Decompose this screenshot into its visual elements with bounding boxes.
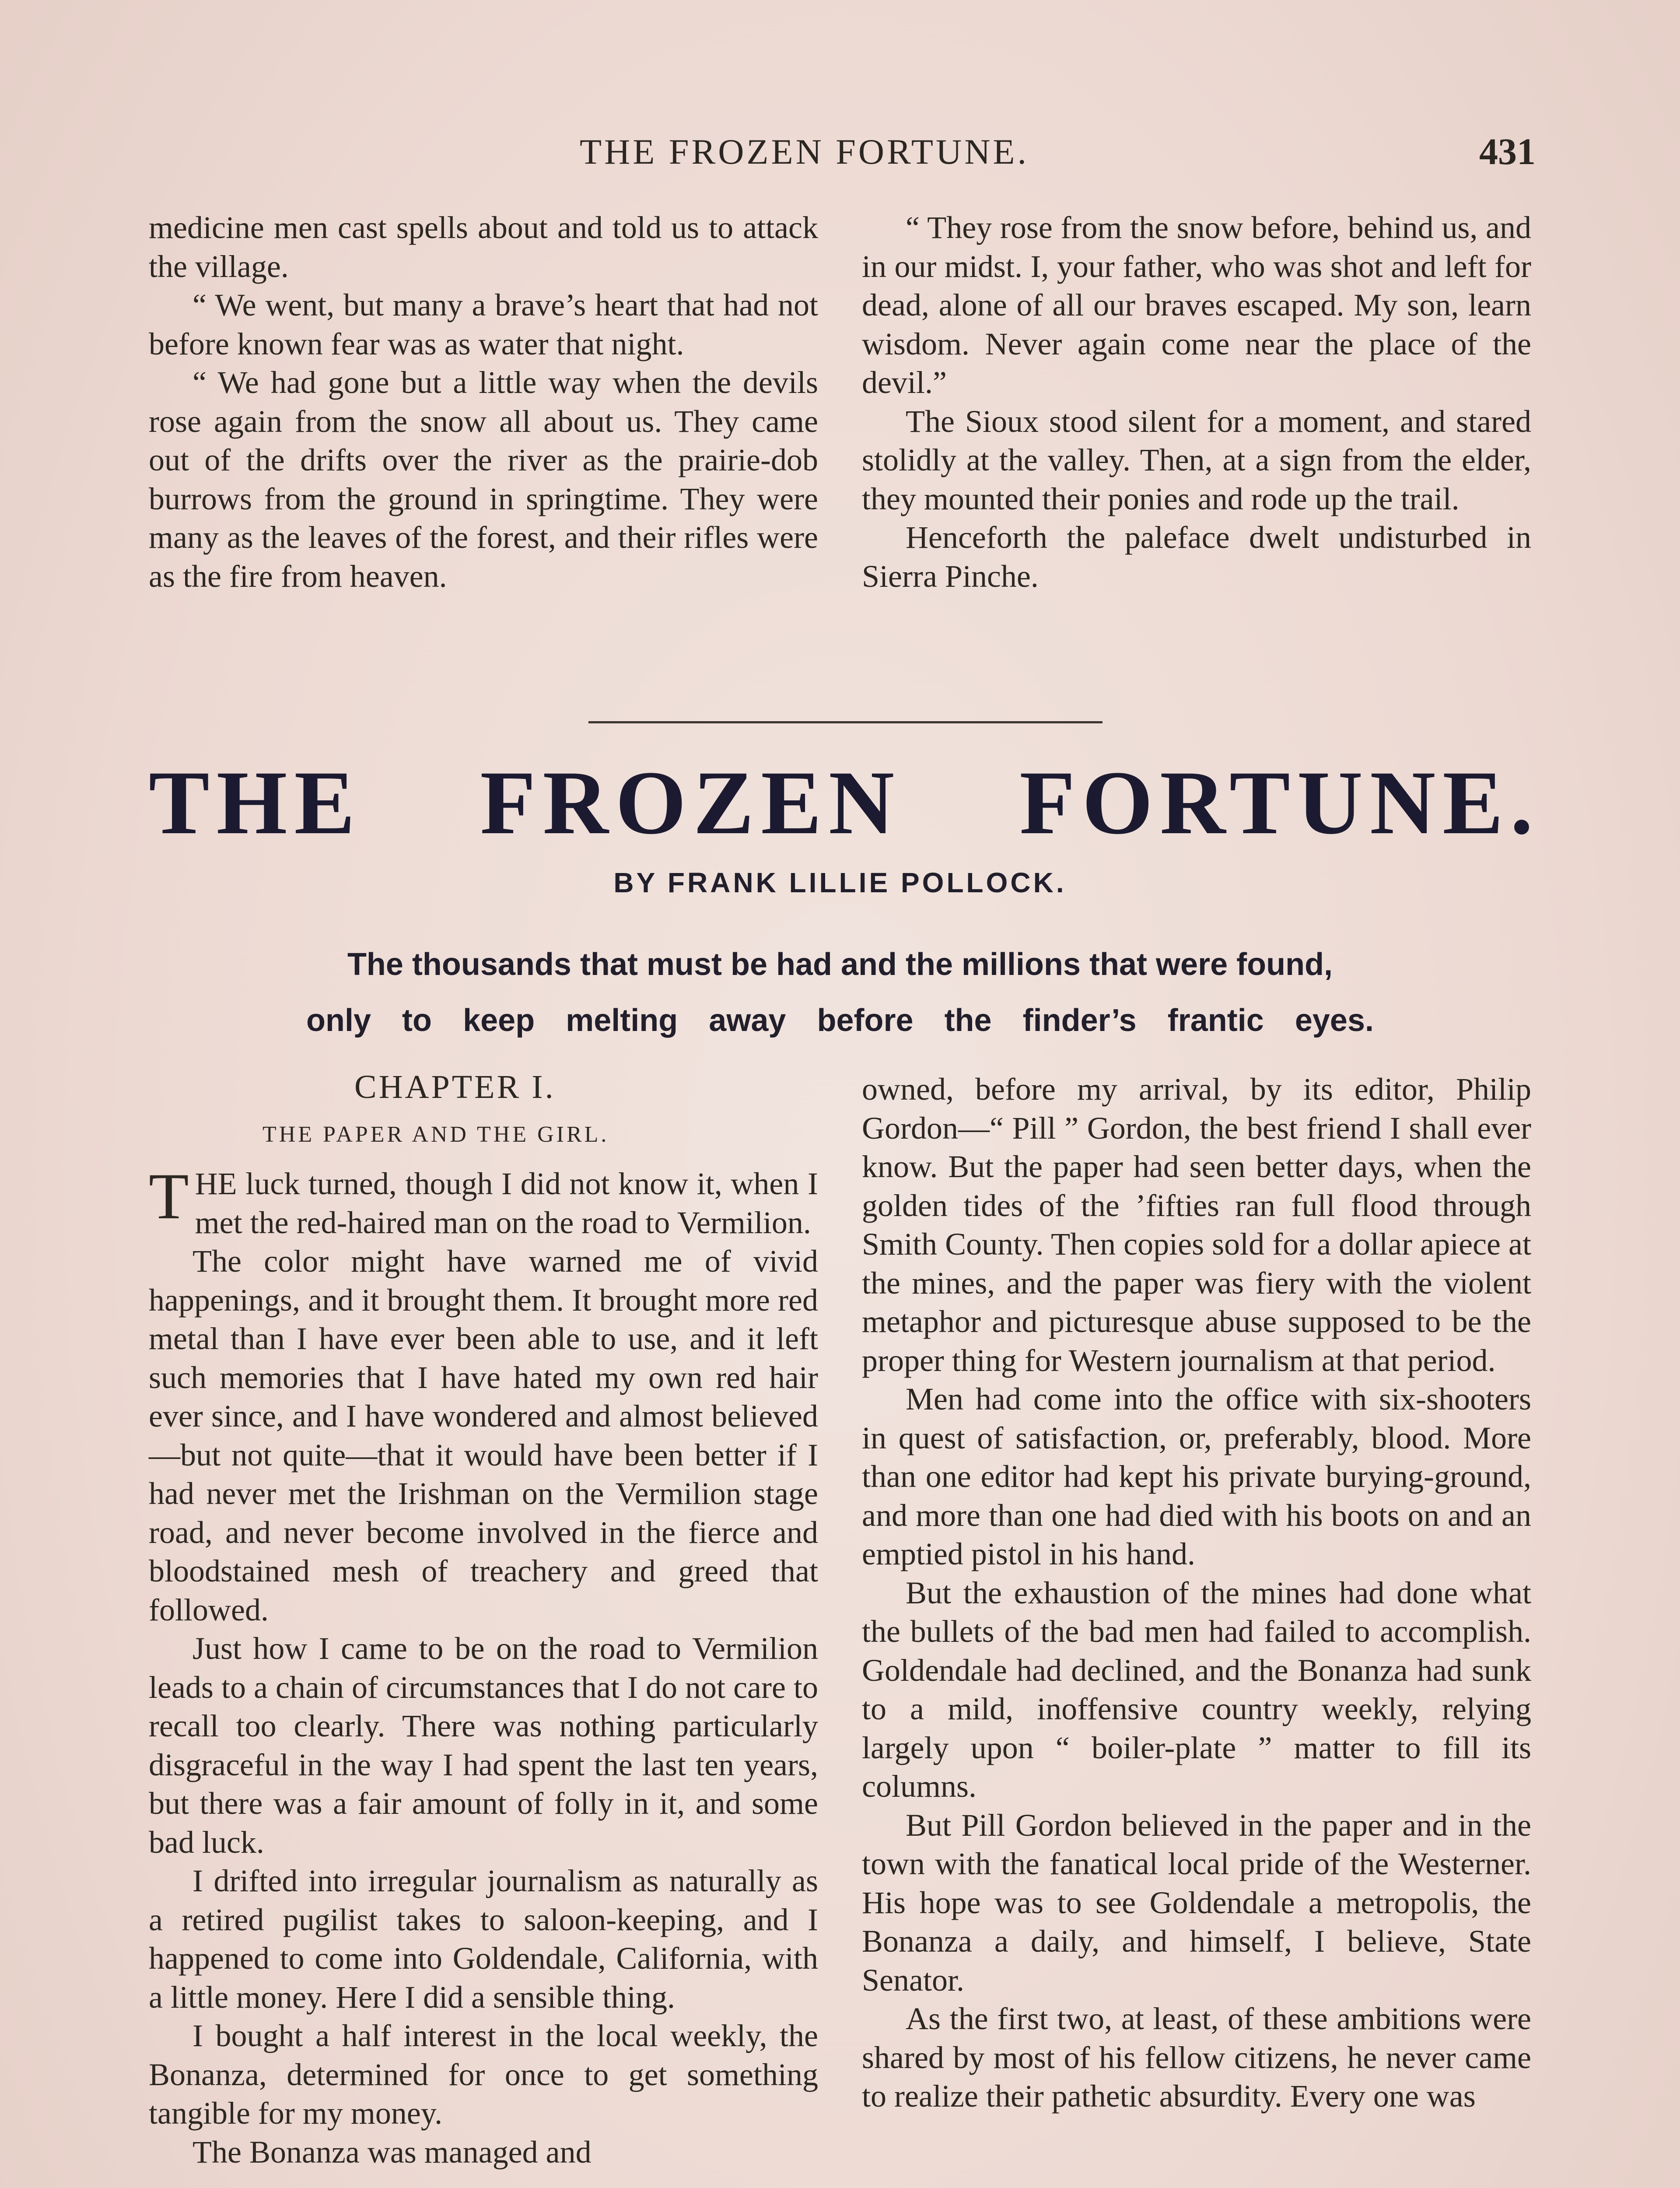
paragraph: “ We had gone but a little way when the devils rose again from the snow all about us. They came out of the drifts over the river as the prairie-dob burrows from the ground in springtime. They were many as the leaves of the forest, and their rifles were as the fire from heaven. [149, 365, 818, 594]
chapter-title: THE PAPER AND THE GIRL. [262, 1122, 609, 1147]
paragraph: medicine men cast spells about and told us to attack the village. [149, 210, 818, 284]
paragraph: “ We went, but many a brave’s heart that had not before known fear was as water that night. [149, 288, 818, 361]
paragraph: Men had come into the office with six-shooters in quest of satisfaction, or, preferably, blood. More than one editor had kept his private burying-ground, and more than one had died with his boots on and an emptied pistol in his hand. [862, 1382, 1531, 1571]
paragraph: The Sioux stood silent for a moment, and stared stolidly at the valley. Then, at a sign from the elder, they mounted their ponies and rode up the trail. [862, 403, 1531, 516]
story-title [149, 750, 1540, 855]
paragraph: owned, before my arrival, by its editor, Philip Gordon—“ Pill ” Gordon, the best friend I shall ever know. But the paper had seen better days, when the golden tides of the ’fifties ran full flood through Smith County. Then copies sold for a dollar apiece at the mines, and the paper was fiery with the violent metaphor and picturesque abuse supposed to be the proper thing for Western journalism at that period. [862, 1072, 1531, 1378]
title-word: THE [149, 752, 362, 853]
deck-line: The thousands that must be had and the millions that were found, [347, 947, 1333, 982]
byline: BY FRANK LILLIE POLLOCK. [613, 867, 1067, 898]
paragraph: I bought a half interest in the local weekly, the Bonanza, determined for once to get something tangible for my money. [149, 2018, 818, 2131]
paragraph: The color might have warned me of vivid happenings, and it brought them. It brought more red metal than I have ever been able to use, and it left such memories that I have hated my own red hair ever since, and I have wondered and almost believed—but not quite—that it would have been better if I had never met the Irishman on the Vermilion stage road, and never become involved in the fierce and bloodstained mesh of treachery and greed that followed. [149, 1244, 818, 1627]
paragraph: Just how I came to be on the road to Vermilion leads to a chain of circumstances that I do not care to recall too clearly. There was nothing particularly disgraceful in the way I had spent the last ten years, but there was a fair amount of folly in it, and some bad luck. [149, 1631, 818, 1860]
previous-story-left-column [149, 208, 818, 596]
story-left-column [149, 1068, 818, 2171]
paragraph: I drifted into irregular journalism as naturally as a retired pugilist takes to saloon-keeping, and I happened to come into Goldendale, California, with a little money. Here I did a sensible thing. [149, 1863, 818, 2015]
running-head: THE FROZEN FORTUNE. [580, 132, 1029, 172]
chapter-heading: CHAPTER I. [354, 1069, 556, 1105]
story-right-column [862, 1070, 1531, 2116]
opening-paragraph [149, 1160, 818, 1242]
page-number: 431 [1479, 130, 1536, 172]
paragraph: As the first two, at least, of these ambitions were shared by most of his fellow citizens, he never came to realize their pathetic absurdity. Every one was [862, 2001, 1531, 2114]
previous-story-right-column [862, 208, 1531, 596]
section-divider [588, 721, 1102, 723]
deck-line: only to keep melting away before the finder’s frantic eyes. [306, 1003, 1374, 1038]
paragraph-text: HE luck turned, though I did not know it, when I met the red-haired man on the road to Vermilion. [195, 1166, 818, 1240]
story-deck [262, 936, 1418, 1048]
paragraph: Henceforth the paleface dwelt undisturbed in Sierra Pinche. [862, 520, 1531, 594]
drop-cap: T [149, 1160, 189, 1233]
paragraph: “ They rose from the snow before, behind us, and in our midst. I, your father, who was shot and left for dead, alone of all our braves escaped. My son, learn wisdom. Never again come near the place of the devil.” [862, 210, 1531, 400]
title-word: FROZEN [480, 752, 902, 853]
paragraph: But Pill Gordon believed in the paper and in the town with the fanatical local pride of the Westerner. His hope was to see Goldendale a metropolis, the Bonanza a daily, and himself, I believe, State Senator. [862, 1807, 1531, 1998]
paragraph: But the exhaustion of the mines had done what the bullets of the bad men had failed to accomplish. Goldendale had declined, and the Bonanza had sunk to a mild, inoffensive country weekly, relying largely upon “ boiler-plate ” matter to fill its columns. [862, 1575, 1531, 1804]
title-word: FORTUNE. [1019, 752, 1540, 853]
paragraph: The Bonanza was managed and [192, 2134, 592, 2170]
